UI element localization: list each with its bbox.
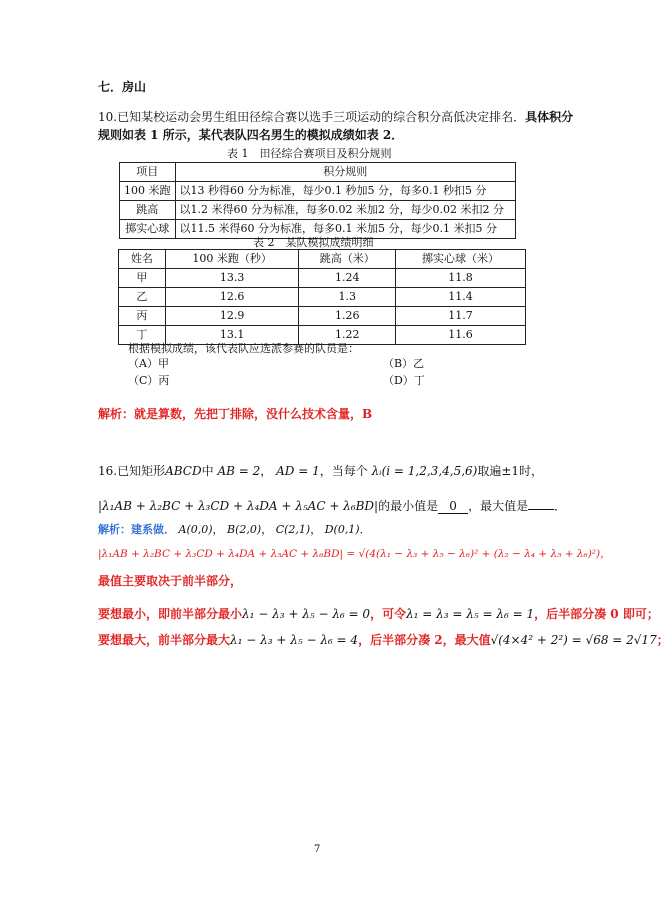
table-row <box>120 182 516 201</box>
min-condition: λ₁ = λ₃ = λ₅ = λ₆ = 1 <box>406 607 535 621</box>
q10-stem-line1 <box>98 108 573 125</box>
lambda-def: λᵢ(i = 1,2,3,4,5,6) <box>371 464 478 478</box>
table-cell: 1.24 <box>299 269 396 288</box>
q16-stem-line1 <box>98 462 543 479</box>
table-cell: 12.6 <box>165 288 299 307</box>
solution-label: 解析：建系做． <box>98 523 175 536</box>
q10-stem-bold: 具体积分 <box>525 110 574 124</box>
table-header-cell: 姓名 <box>119 250 166 269</box>
max-value: √(4×4² + 2²) = √68 = 2√17 <box>490 633 657 647</box>
point-c: C(2,1) <box>275 523 311 536</box>
q16-mid: 中 <box>201 464 214 478</box>
table-cell: 甲 <box>119 269 166 288</box>
q16-line2-mid: 的最小值是 <box>378 499 439 513</box>
table-header-row <box>119 250 526 269</box>
table-cell: 11.7 <box>396 307 526 326</box>
option-c: （C）丙 <box>128 374 170 387</box>
table-cell: 11.8 <box>396 269 526 288</box>
point-d: D(0,1) <box>324 523 360 536</box>
section-title: 七．房山 <box>98 80 147 94</box>
comma: ， <box>260 464 273 478</box>
table-header-cell: 掷实心球（米） <box>396 250 526 269</box>
min-text-b: ，可令 <box>370 607 407 621</box>
table2-caption: 表 2 某队模拟成绩明细 <box>253 236 374 249</box>
page-number: 7 <box>314 844 321 855</box>
table-cell: 以11.5 米得60 分为标准，每多0.1 米加5 分，每少0.1 米扣5 分 <box>175 220 516 239</box>
option-b: （B）乙 <box>383 357 425 370</box>
table-cell: 乙 <box>119 288 166 307</box>
q10-stem-plain: 10.已知某校运动会男生组田径综合赛以选手三项运动的综合积分高低决定排名． <box>98 110 526 124</box>
max-text-a: 要想最大，前半部分最大 <box>98 633 231 647</box>
table-cell: 1.22 <box>299 326 396 345</box>
mock-results-table <box>118 249 526 345</box>
table1-caption: 表 1 田径综合赛项目及积分规则 <box>227 147 392 160</box>
ab-length: AB = 2 <box>217 464 261 478</box>
q16-line2-max: ，最大值是 <box>468 499 529 513</box>
table-cell: 掷实心球 <box>120 220 176 239</box>
scoring-rules-table <box>119 162 516 239</box>
q16-line2-end: ． <box>554 499 567 513</box>
vector-expression: |λ₁AB + λ₂BC + λ₃CD + λ₄DA + λ₅AC + λ₆BD| <box>98 499 379 513</box>
table-cell: 以1.2 米得60 分为标准，每多0.02 米加2 分，每少0.02 米扣2 分 <box>175 201 516 220</box>
q16-rest: ，当每个 <box>319 464 368 478</box>
table-cell: 1.3 <box>299 288 396 307</box>
table-cell: 丁 <box>119 326 166 345</box>
ad-length: AD = 1 <box>276 464 320 478</box>
table-cell: 13.3 <box>165 269 299 288</box>
table-header-row <box>120 163 516 182</box>
table-cell: 100 米跑 <box>120 182 176 201</box>
min-expression: λ₁ − λ₃ + λ₅ − λ₆ = 0 <box>242 607 371 621</box>
rect-name: ABCD <box>165 464 202 478</box>
table-row <box>119 307 526 326</box>
q10-analysis: 解析：就是算数，先把丁排除，没什么技术含量，B <box>98 407 373 421</box>
q16-min-line <box>98 605 659 622</box>
table-cell: 以13 秒得60 分为标准，每少0.1 秒加5 分，每多0.1 秒扣5 分 <box>175 182 516 201</box>
q16-solution-setup: 解析：建系做． A(0,0)， B(2,0)， C(2,1)， D(0,1)． <box>98 523 371 536</box>
q16-max-line <box>98 631 669 648</box>
table-cell: 11.6 <box>396 326 526 345</box>
q16-stem-line2 <box>98 497 566 514</box>
min-text-c: ，后半部分凑 0 即可； <box>534 607 659 621</box>
table-header-cell: 积分规则 <box>175 163 516 182</box>
table-cell: 13.1 <box>165 326 299 345</box>
q16-note: 最值主要取决于前半部分， <box>98 574 243 588</box>
min-answer-blank: 0 <box>438 499 468 514</box>
q10-stem-line2: 规则如表 1 所示，某代表队四名男生的模拟成绩如表 2． <box>98 128 404 142</box>
option-a: （A）甲 <box>128 357 169 370</box>
max-text-c: ； <box>656 633 669 647</box>
table-cell: 丙 <box>119 307 166 326</box>
table-header-cell: 跳高（米） <box>299 250 396 269</box>
table-row <box>119 269 526 288</box>
q16-formula: |λ₁AB + λ₂BC + λ₃CD + λ₄DA + λ₅AC + λ₆BD| = √(4(λ₁ − λ₃ + λ₅ − λ₆)² + (λ₂ − λ₄ + λ₅ + λ₆)²)， <box>98 548 611 560</box>
point-b: B(2,0) <box>227 523 262 536</box>
max-expression: λ₁ − λ₃ + λ₅ − λ₆ = 4 <box>230 633 359 647</box>
table-cell: 1.26 <box>299 307 396 326</box>
table-header-cell: 项目 <box>120 163 176 182</box>
max-answer-blank <box>528 509 554 510</box>
table-header-cell: 100 米跑（秒） <box>165 250 299 269</box>
q16-prefix: 16.已知矩形 <box>98 464 166 478</box>
max-text-b: ，后半部分凑 2，最大值 <box>358 633 491 647</box>
min-text-a: 要想最小，即前半部分最小 <box>98 607 243 621</box>
table-cell: 跳高 <box>120 201 176 220</box>
option-d: （D）丁 <box>383 374 425 387</box>
table-row <box>120 201 516 220</box>
point-a: A(0,0) <box>178 523 213 536</box>
table-cell: 11.4 <box>396 288 526 307</box>
q10-question: 根据模拟成绩，该代表队应选派参赛的队员是： <box>128 342 359 355</box>
q16-end: 取遍±1时， <box>477 464 544 478</box>
table-cell: 12.9 <box>165 307 299 326</box>
table-row <box>119 288 526 307</box>
